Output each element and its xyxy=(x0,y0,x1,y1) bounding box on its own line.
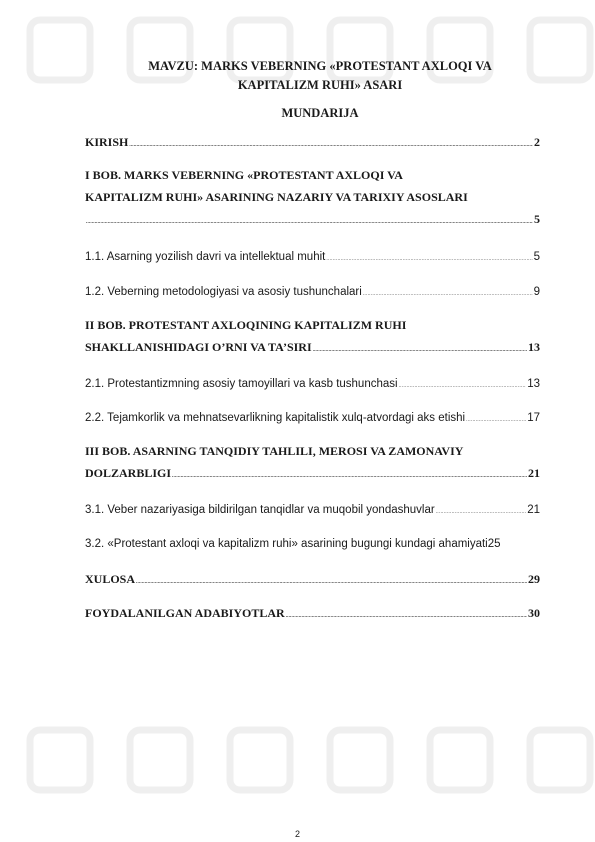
toc-entry-text: 3.2. «Protestant axloqi va kapitalizm ruhi» asarining bugungi kundagi ahamiyati xyxy=(85,538,488,550)
toc-entry-text-line-1: II BOB. PROTESTANT AXLOQINING KAPITALIZM RUHI xyxy=(85,318,407,332)
toc-page-number: 21 xyxy=(527,504,540,516)
toc-leader-dots xyxy=(399,377,527,396)
toc-page-number: 17 xyxy=(527,412,540,424)
toc-entry-text: FOYDALANILGAN ADABIYOTLAR xyxy=(85,606,285,620)
toc-page-number: 9 xyxy=(533,286,540,298)
toc-leader-dots xyxy=(86,213,533,232)
toc-entry-text-line-1: III BOB. ASARNING TANQIDIY TAHLILI, MEROSI VA ZAMONAVIY xyxy=(85,444,464,458)
toc-leader-dots xyxy=(286,607,527,626)
toc-entry-section-2-2[interactable] xyxy=(85,409,540,428)
toc-entry-text: 1.2. Veberning metodologiyasi va asosiy tushunchalari xyxy=(85,286,362,298)
toc-entry-text: 1.1. Asarning yozilish davri va intellektual muhit xyxy=(85,251,326,263)
toc-heading: MUNDARIJA xyxy=(281,106,359,120)
toc-page-number: 5 xyxy=(533,251,540,263)
page-number-footer: 2 xyxy=(294,829,300,839)
toc-entry-introduction[interactable] xyxy=(85,133,540,152)
toc-entry-section-1-1[interactable] xyxy=(85,248,540,267)
toc-entry-chapter-2[interactable] xyxy=(85,316,540,357)
toc-leader-dots xyxy=(466,411,526,430)
title-line-1: MAVZU: MARKS VEBERNING «PROTESTANT AXLOQI VA xyxy=(148,59,492,73)
toc-entry-text-line-2: KAPITALIZM RUHI» ASARINING NAZARIY VA TARIXIY ASOSLARI xyxy=(85,190,468,204)
toc-entry-text-line-2: DOLZARBLIGI xyxy=(85,466,172,480)
toc-page-number: 2 xyxy=(534,135,540,149)
toc-entry-conclusion[interactable] xyxy=(85,570,540,589)
toc-entry-section-2-1[interactable] xyxy=(85,375,540,394)
toc-page-number: 21 xyxy=(528,466,540,480)
toc-page-number: 25 xyxy=(487,538,501,550)
toc-page-number: 30 xyxy=(528,606,540,620)
toc-leader-dots xyxy=(363,285,533,304)
toc-leader-dots xyxy=(436,503,527,522)
toc-entry-bibliography[interactable] xyxy=(85,604,540,623)
toc-entry-text: XULOSA xyxy=(85,572,136,586)
toc-entry-chapter-3[interactable] xyxy=(85,442,540,483)
toc-entry-text: 2.1. Protestantizmning asosiy tamoyillari va kasb tushunchasi xyxy=(85,378,398,390)
toc-page-number: 5 xyxy=(534,212,540,226)
toc-entry-text-line-1: I BOB. MARKS VEBERNING «PROTESTANT AXLOQI VA xyxy=(85,168,403,182)
toc-leader-dots xyxy=(136,573,527,592)
title-line-2: KAPITALIZM RUHI» ASARI xyxy=(237,78,403,92)
toc-entry-text: KIRISH xyxy=(85,135,129,149)
toc-entry-chapter-1[interactable] xyxy=(85,166,540,229)
toc-leader-dots xyxy=(172,467,527,486)
toc-entry-text-line-2: SHAKLLANISHIDAGI O’RNI VA TA’SIRI xyxy=(85,340,312,354)
toc-page-number: 13 xyxy=(527,378,540,390)
toc-entry-section-1-2[interactable] xyxy=(85,283,540,302)
toc-leader-dots xyxy=(313,341,527,360)
toc-leader-dots xyxy=(326,250,532,269)
toc-entry-text: 2.2. Tejamkorlik va mehnatsevarlikning kapitalistik xulq-atvordagi aks etishi xyxy=(85,412,466,424)
toc-page-number: 13 xyxy=(528,340,540,354)
document-title xyxy=(90,57,550,95)
toc-leader-dots xyxy=(129,136,533,155)
toc-entry-section-3-2[interactable] xyxy=(85,535,540,554)
toc-page-number: 29 xyxy=(528,572,540,586)
toc-entry-text: 3.1. Veber nazariyasiga bildirilgan tanqidlar va muqobil yondashuvlar xyxy=(85,504,435,516)
toc-entry-section-3-1[interactable] xyxy=(85,501,540,520)
